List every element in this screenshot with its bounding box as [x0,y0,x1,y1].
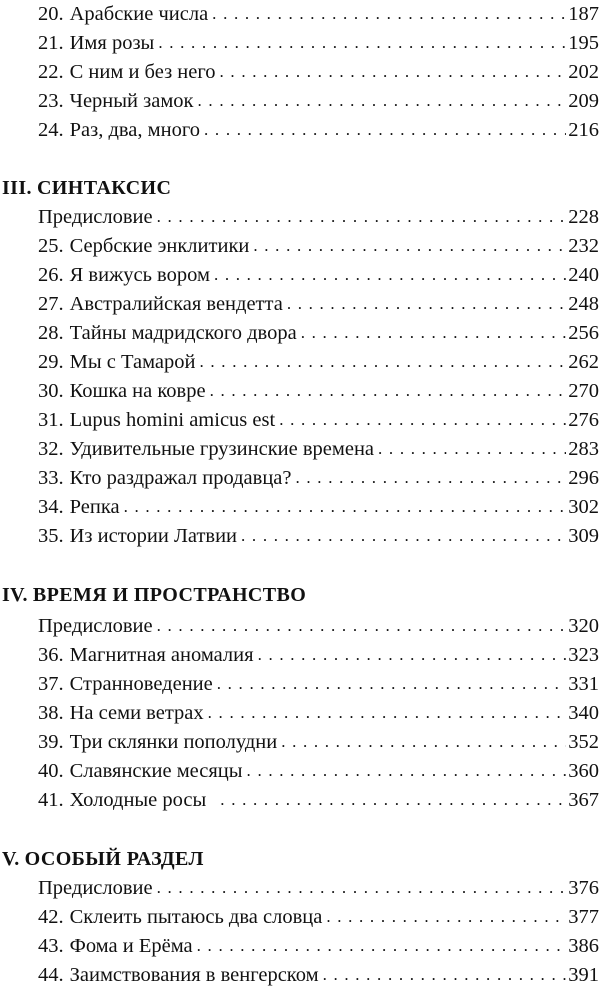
entry-number: 43. [38,935,64,957]
toc-entry-preface[interactable] [38,874,599,903]
entry-number: 20. [38,3,64,25]
toc-entry[interactable] [38,786,599,815]
toc-entry[interactable] [38,435,599,464]
entry-page: 320 [568,615,599,637]
entry-title: Склеить пытаюсь два словца [69,906,323,928]
entry-number: 37. [38,673,64,695]
entry-title: Фома и Ерёма [69,935,193,957]
dot-leader [301,318,567,347]
entry-number: 23. [38,90,64,112]
entry-title: Кто раздражал продавца? [69,467,292,489]
dot-leader [279,405,566,434]
entry-number: 31. [38,409,64,431]
toc-entry[interactable] [38,58,599,87]
entry-number: 42. [38,906,64,928]
entry-title: Репка [69,496,120,518]
section-title: ВРЕМЯ И ПРОСТРАНСТВО [32,584,307,606]
entry-number: 36. [38,644,64,666]
entry-number: 34. [38,496,64,518]
entry-page: 323 [568,644,599,666]
entry-number: 27. [38,293,64,315]
entry-page: 377 [568,906,599,928]
section-heading-syntax [2,174,171,202]
entry-number: 30. [38,380,64,402]
entry-page: 240 [568,264,599,286]
entry-title: Имя розы [69,32,155,54]
entry-number: 44. [38,964,64,986]
entry-page: 232 [568,235,599,257]
dot-leader [241,521,566,550]
toc-entry[interactable] [38,464,599,493]
entry-title: Предисловие [38,877,153,899]
toc-entry[interactable] [38,961,599,990]
entry-page: 391 [568,964,599,986]
dot-leader [214,260,566,289]
dot-leader [258,640,567,669]
section-title: СИНТАКСИС [36,177,172,199]
toc-entry[interactable] [38,670,599,699]
entry-title: Я вижусь вором [69,264,210,286]
toc-entry-preface[interactable] [38,612,599,641]
entry-title: Удивительные грузинские времена [69,438,375,460]
dot-leader [204,115,566,144]
toc-entry[interactable] [38,641,599,670]
toc-entry[interactable] [38,232,599,261]
entry-title: На семи ветрах [69,702,204,724]
dot-leader [326,902,566,931]
toc-entry-preface[interactable] [38,203,599,232]
toc-entry[interactable] [38,406,599,435]
toc-entry[interactable] [38,261,599,290]
dot-leader [217,669,567,698]
entry-page: 195 [568,32,599,54]
dot-leader [287,289,566,318]
entry-page: 209 [568,90,599,112]
dot-leader [220,57,567,86]
dot-leader [157,202,567,231]
toc-entry[interactable] [38,116,599,145]
entry-title: Раз, два, много [69,119,201,141]
toc-entry[interactable] [38,757,599,786]
entry-title: Черный замок [69,90,194,112]
entry-page: 202 [568,61,599,83]
entry-page: 256 [568,322,599,344]
entry-page: 376 [568,877,599,899]
entry-title: Кошка на ковре [69,380,206,402]
toc-entry[interactable] [38,728,599,757]
toc-entry[interactable] [38,932,599,961]
dot-leader [157,873,567,902]
entry-title: Арабские числа [69,3,209,25]
section-roman: V. [2,848,20,870]
entry-page: 296 [568,467,599,489]
entry-number: 33. [38,467,64,489]
dot-leader [253,231,566,260]
dot-leader [198,86,567,115]
section-roman: III. [2,177,32,199]
entry-number: 22. [38,61,64,83]
section-heading-time-space [2,581,306,609]
entry-number: 21. [38,32,64,54]
toc-entry[interactable] [38,87,599,116]
entry-title: Предисловие [38,615,153,637]
entry-title: Из истории Латвии [69,525,238,547]
entry-number: 26. [38,264,64,286]
entry-number: 38. [38,702,64,724]
entry-title: Сербские энклитики [69,235,250,257]
dot-leader [124,492,567,521]
entry-page: 283 [568,438,599,460]
entry-number: 35. [38,525,64,547]
entry-number: 25. [38,235,64,257]
entry-title: С ним и без него [69,61,216,83]
toc-entry[interactable] [38,493,599,522]
section-roman: IV. [2,584,28,606]
entry-number: 40. [38,760,64,782]
entry-page: 309 [568,525,599,547]
dot-leader [323,960,567,989]
dot-leader [157,611,567,640]
toc-entry[interactable] [38,29,599,58]
section-heading-special [2,845,204,873]
entry-page: 276 [568,409,599,431]
dot-leader [378,434,566,463]
dot-leader [296,463,567,492]
dot-leader [200,347,567,376]
entry-page: 367 [568,789,599,811]
toc-entry[interactable] [38,0,599,29]
entry-title: Lupus homini amicus est [69,409,276,431]
entry-page: 360 [568,760,599,782]
entry-number: 32. [38,438,64,460]
entry-page: 248 [568,293,599,315]
dot-leader [247,756,567,785]
entry-number: 29. [38,351,64,373]
entry-title: Холодные росы [69,789,207,811]
entry-page: 216 [568,119,599,141]
entry-title: Австралийская вендетта [69,293,283,315]
entry-title: Три склянки пополудни [69,731,278,753]
toc-entry[interactable] [38,319,599,348]
dot-leader [208,698,567,727]
entry-page: 331 [568,673,599,695]
toc-entry[interactable] [38,377,599,406]
entry-title: Славянские месяцы [69,760,243,782]
entry-page: 302 [568,496,599,518]
entry-page: 270 [568,380,599,402]
entry-title: Заимствования в венгерском [69,964,319,986]
entry-number: 41. [38,789,64,811]
toc-entry[interactable] [38,522,599,551]
entry-page: 340 [568,702,599,724]
toc-entry[interactable] [38,290,599,319]
entry-number: 39. [38,731,64,753]
dot-leader [197,931,567,960]
entry-page: 262 [568,351,599,373]
toc-entry[interactable] [38,903,599,932]
entry-title: Странноведение [69,673,213,695]
dot-leader [220,785,566,814]
entry-page: 187 [568,3,599,25]
entry-page: 352 [568,731,599,753]
dot-leader [212,0,566,28]
toc-entry[interactable] [38,348,599,377]
section-title: ОСОБЫЙ РАЗДЕЛ [24,848,204,870]
entry-page: 228 [568,206,599,228]
dot-leader [210,376,567,405]
dot-leader [281,727,566,756]
entry-title: Магнитная аномалия [69,644,254,666]
entry-page: 386 [568,935,599,957]
entry-number: 28. [38,322,64,344]
entry-title: Предисловие [38,206,153,228]
toc-entry[interactable] [38,699,599,728]
entry-title: Мы с Тамарой [69,351,196,373]
entry-title: Тайны мадридского двора [69,322,297,344]
entry-number: 24. [38,119,64,141]
dot-leader [158,28,566,57]
